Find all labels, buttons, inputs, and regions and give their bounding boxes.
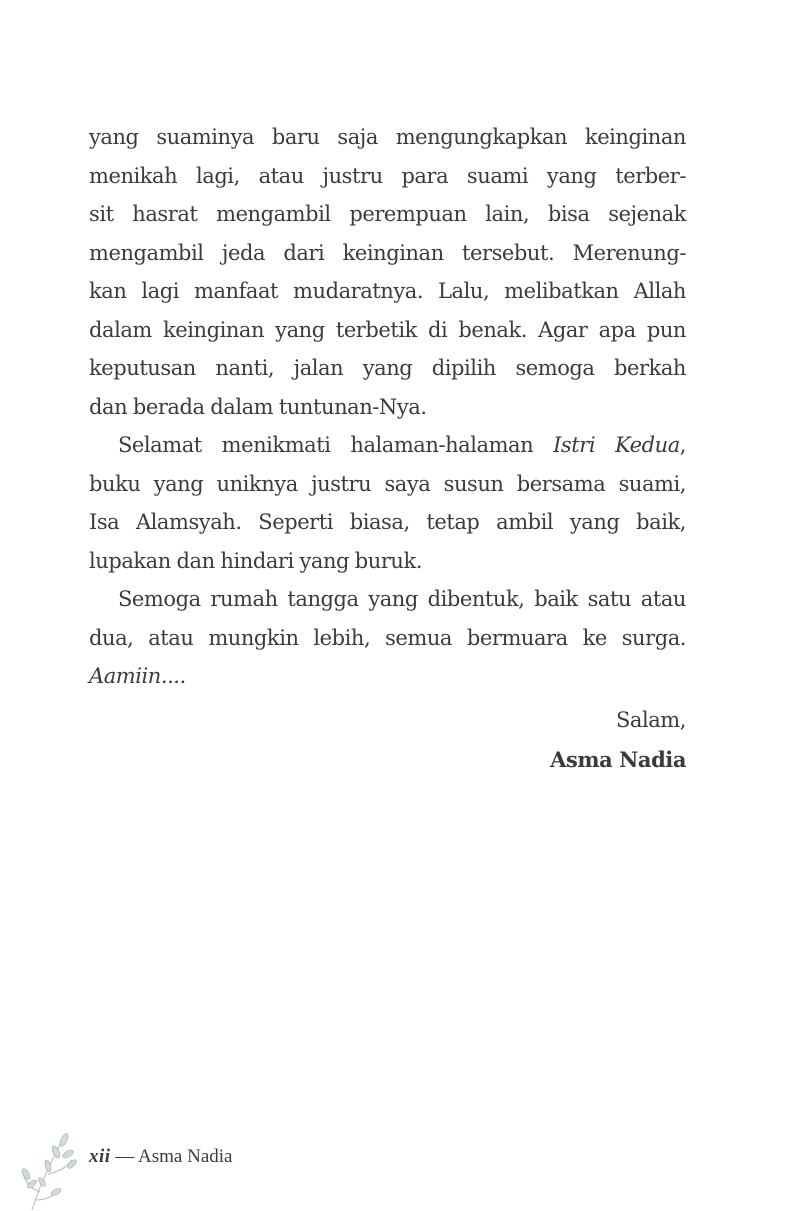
- signature-name: Asma Nadia: [550, 747, 686, 772]
- closing-prayer: Aamiin....: [89, 664, 186, 688]
- text-line: menikah lagi, atau justru para suami yang terber-: [89, 163, 686, 188]
- text-line: sit hasrat mengambil perempuan lain, bisa sejenak: [89, 202, 686, 226]
- book-title: Istri Kedua: [553, 433, 680, 457]
- text-line: kan lagi manfaat mudaratnya. Lalu, melibatkan Allah: [89, 279, 686, 303]
- text-line: Isa Alamsyah. Seperti biasa, tetap ambil yang baik,: [89, 510, 686, 534]
- leaf-branch-icon: [18, 1128, 80, 1211]
- text-segment: Selamat menikmati halaman-halaman: [118, 433, 554, 457]
- text-line: yang suaminya baru saja mengungkapkan keinginan: [89, 125, 686, 149]
- signature-block: [550, 700, 686, 780]
- text-line: lupakan dan hindari yang buruk.: [89, 548, 422, 573]
- page-footer: [89, 1146, 232, 1168]
- footer-author: Asma Nadia: [138, 1146, 233, 1167]
- text-line: buku yang uniknya justru saya susun bersama suami,: [89, 471, 686, 496]
- body-text: [89, 118, 686, 696]
- text-segment: ,: [679, 433, 686, 457]
- signature-greeting: Salam,: [615, 708, 686, 732]
- text-line: mengambil jeda dari keinginan tersebut. Merenung-: [89, 240, 686, 265]
- text-line: [89, 426, 686, 465]
- text-line: keputusan nanti, jalan yang dipilih semoga berkah: [89, 356, 686, 380]
- footer-separator: —: [110, 1146, 139, 1167]
- page-number: xii: [89, 1146, 111, 1167]
- text-line: Semoga rumah tangga yang dibentuk, baik satu atau: [118, 587, 686, 611]
- text-line: dan berada dalam tuntunan-Nya.: [89, 394, 427, 419]
- text-line: dalam keinginan yang terbetik di benak. Agar apa pun: [89, 317, 686, 342]
- text-line: dua, atau mungkin lebih, semua bermuara ke surga.: [89, 625, 686, 650]
